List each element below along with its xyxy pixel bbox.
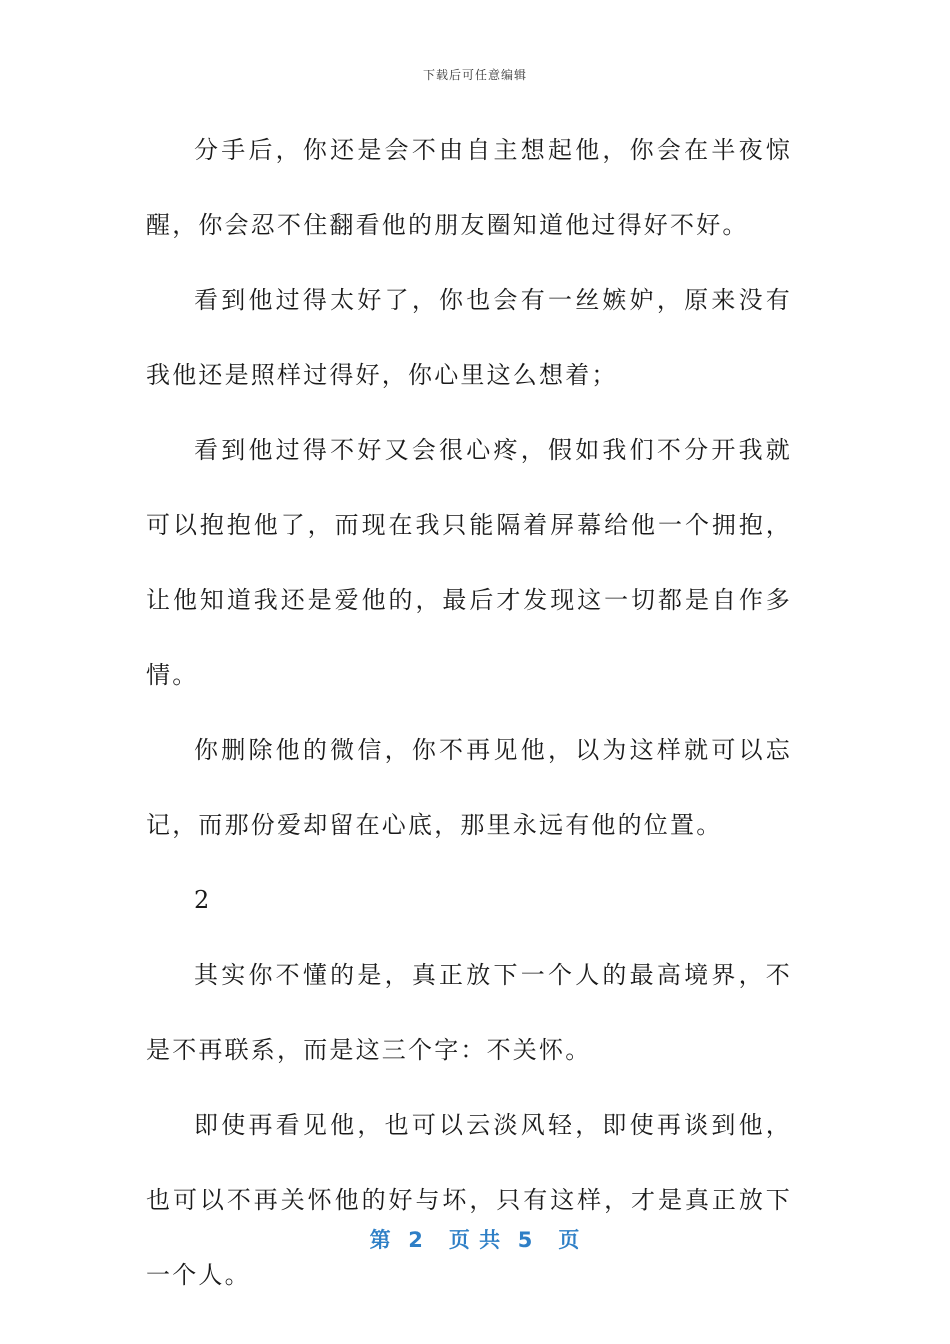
- paragraph-6: 即使再看见他，也可以云淡风轻，即使再谈到他，也可以不再关怀他的好与坏，只有这样，才是真正放下一个人。: [146, 1111, 792, 1289]
- paragraph-3: 看到他过得不好又会很心疼，假如我们不分开我就可以抱抱他了，而现在我只能隔着屏幕给他一个拥抱，让他知道我还是爱他的，最后才发现这一切都是自作多情。: [146, 436, 792, 689]
- body-text: [146, 113, 792, 1313]
- paragraph-4: 你删除他的微信，你不再见他，以为这样就可以忘记，而那份爱却留在心底，那里永远有他的位置。: [146, 736, 792, 839]
- section-number: 2: [194, 886, 210, 914]
- paragraph-2: 看到他过得太好了，你也会有一丝嫉妒，原来没有我他还是照样过得好，你心里这么想着；: [146, 286, 792, 389]
- paragraph-5: 其实你不懂的是，真正放下一个人的最高境界，不是不再联系，而是这三个字：不关怀。: [146, 961, 792, 1064]
- page-footer: 第 2 页 共 5 页: [369, 1228, 581, 1252]
- header-note: 下载后可任意编辑: [422, 68, 527, 82]
- paragraph-1: 分手后，你还是会不由自主想起他，你会在半夜惊醒，你会忍不住翻看他的朋友圈知道他过得好不好。: [146, 136, 792, 239]
